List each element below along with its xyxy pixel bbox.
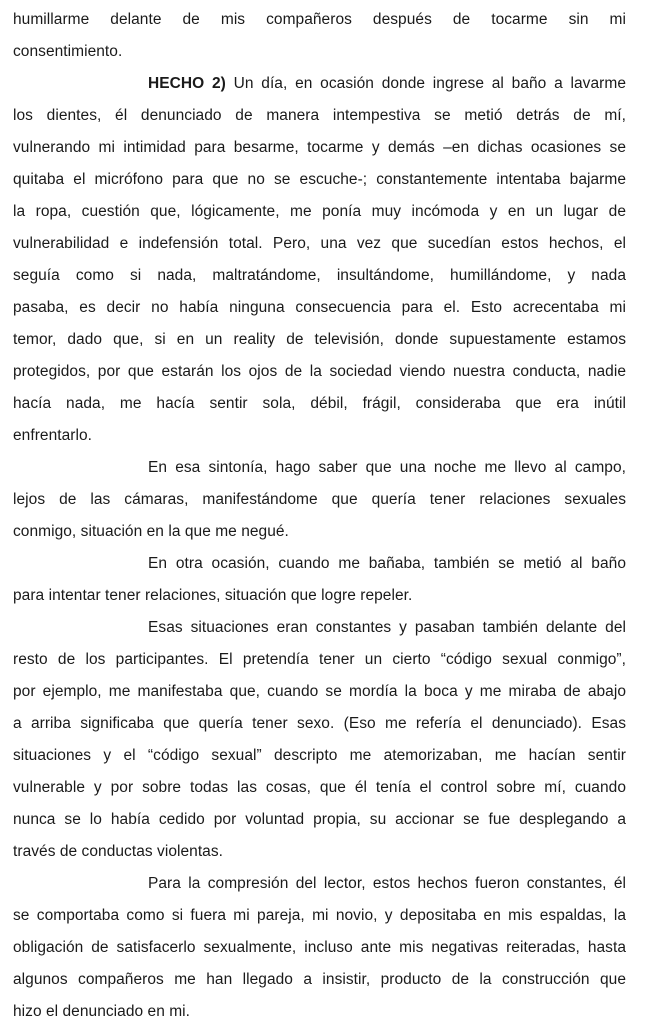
text-line: algunos compañeros me han llegado a insistir, producto de la construcción que xyxy=(13,971,626,988)
text-line: se comportaba como si fuera mi pareja, mi novio, y depositaba en mis espaldas, la xyxy=(13,907,626,924)
text-line: los dientes, él denunciado de manera intempestiva se metió detrás de mí, xyxy=(13,107,626,124)
text-line: través de conductas violentas. xyxy=(13,843,224,860)
text-line: Para la compresión del lector, estos hechos fueron constantes, él xyxy=(148,875,626,892)
text-line: Esas situaciones eran constantes y pasaban también delante del xyxy=(148,619,626,636)
text-line: situaciones y el “código sexual” descripto me atemorizaban, me hacían sentir xyxy=(13,747,626,764)
text-line: hizo el denunciado en mi. xyxy=(13,1003,191,1020)
text-line: vulnerable y por sobre todas las cosas, que él tenía el control sobre mí, cuando xyxy=(13,779,626,796)
text-line: por ejemplo, me manifestaba que, cuando se mordía la boca y me miraba de abajo xyxy=(13,683,626,700)
text-line: hacía nada, me hacía sentir sola, débil, frágil, consideraba que era inútil xyxy=(13,395,626,412)
text-line: vulnerando mi intimidad para besarme, tocarme y demás –en dichas ocasiones se xyxy=(13,139,626,156)
text-line: obligación de satisfacerlo sexualmente, incluso ante mis negativas reiteradas, hasta xyxy=(13,939,626,956)
text-line: enfrentarlo. xyxy=(13,427,93,444)
text-line: lejos de las cámaras, manifestándome que quería tener relaciones sexuales xyxy=(13,491,626,508)
text-line: seguía como si nada, maltratándome, insultándome, humillándome, y nada xyxy=(13,267,626,284)
text-line: nunca se lo había cedido por voluntad propia, su accionar se fue desplegando a xyxy=(13,811,626,828)
text-line: conmigo, situación en la que me negué. xyxy=(13,523,289,540)
text-line: En esa sintonía, hago saber que una noche me llevo al campo, xyxy=(148,459,626,476)
text-line: para intentar tener relaciones, situación que logre repeler. xyxy=(13,587,413,604)
text-line: resto de los participantes. El pretendía tener un cierto “código sexual conmigo”, xyxy=(13,651,626,668)
paragraph-text: Un día, en ocasión donde ingrese al baño a lavarme xyxy=(225,75,626,92)
text-line: a arriba significaba que quería tener sexo. (Eso me refería el denunciado). Esas xyxy=(13,715,626,732)
text-line: la ropa, cuestión que, lógicamente, me ponía muy incómoda y en un lugar de xyxy=(13,203,626,220)
document-page xyxy=(13,4,626,1028)
text-line: consentimiento. xyxy=(13,43,123,60)
text-line: quitaba el micrófono para que no se escuche-; constantemente intentaba bajarme xyxy=(13,171,626,188)
section-heading: HECHO 2) xyxy=(148,75,226,92)
text-line: pasaba, es decir no había ninguna consecuencia para el. Esto acrecentaba mi xyxy=(13,299,626,316)
text-line: vulnerabilidad e indefensión total. Pero, una vez que sucedían estos hechos, el xyxy=(13,235,626,252)
text-line: humillarme delante de mis compañeros después de tocarme sin mi xyxy=(13,11,626,28)
text-line xyxy=(13,68,626,100)
text-line: En otra ocasión, cuando me bañaba, también se metió al baño xyxy=(148,555,626,572)
text-line: temor, dado que, si en un reality de televisión, donde supuestamente estamos xyxy=(13,331,626,348)
text-line: protegidos, por que estarán los ojos de la sociedad viendo nuestra conducta, nadie xyxy=(13,363,626,380)
